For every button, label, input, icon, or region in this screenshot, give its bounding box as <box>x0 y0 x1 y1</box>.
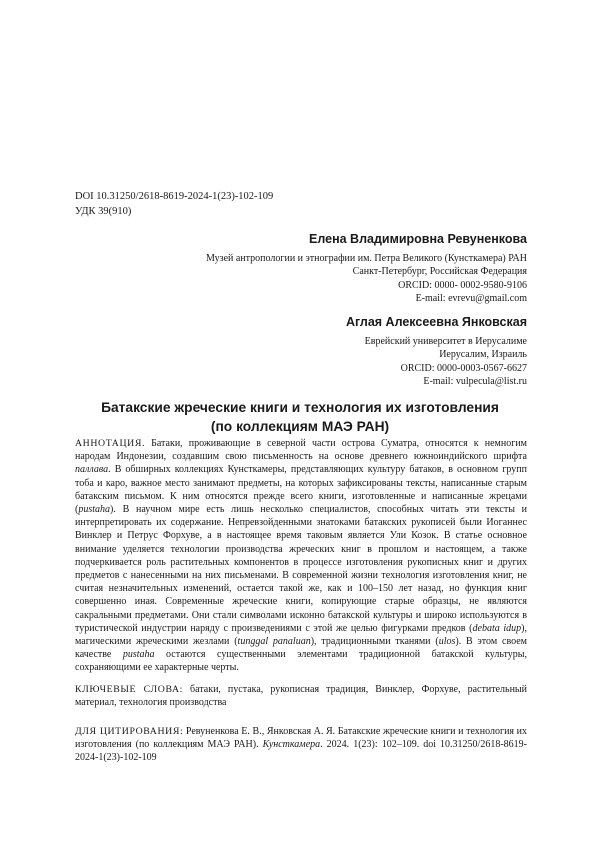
email: E-mail: vulpecula@list.ru <box>423 375 527 387</box>
author-block-2 <box>346 315 527 388</box>
abstract-text: ). В научном мире есть лишь несколько специалистов, способных читать эти тексты и интерпретировать их содержание. Непревзойденными знатоками батакских рукописей были Иоганнес Винклер и Петрус Форхуве, а в настоящее время таковым является Ули Козок. В статье основное внимание уделяется технологии производства жреческих книг в прошлом и настоящем, а также подчеркивается роль растительных компонентов в процессе изготовления рукописных книг и других предметов с нанесенными на них письменами. В современной жизни технология изготовления книг, не считая незначительных изменений, остается такой же, как и 100–150 лет назад, но функция книг совершенно иная. Современные жреческие книги, копирующие старые образцы, не являются сакральными предметами. Они стали символами исконно батакской культуры и широко используются в туристической индустрии наряду с произведениями с этой же целью фигурками предков ( <box>75 504 527 634</box>
abstract-text: ), традиционными тканями ( <box>310 636 439 648</box>
abstract-text: Батаки, проживающие в северной части острова Суматра, относятся к немногим народам Индонезии, создавшим свою письменность на основе древнего южноиндийского шрифта <box>75 438 527 463</box>
citation <box>75 725 527 765</box>
keywords-text: батаки, пустака, рукописная традиция, Винклер, Форхуве, растительный материал, технология производства <box>75 684 527 709</box>
citation-text: . 2024. 1(23): 102–109. doi 10.31250/2618-8619-2024-1(23)-102-109 <box>75 739 527 764</box>
author-name: Елена Владимировна Ревуненкова <box>309 232 527 246</box>
udc: УДК 39(910) <box>75 206 132 217</box>
abstract-term: паллава <box>75 464 109 476</box>
affiliation: Музей антропологии и этнографии им. Петра Великого (Кунсткамера) РАН <box>205 253 527 264</box>
affiliation: Еврейский университет в Иерусалиме <box>364 336 527 347</box>
abstract-text: остаются существенными элементами традиционной батакской культуры, сохраняющими ее характерные черты. <box>75 649 527 674</box>
article-meta <box>75 189 273 219</box>
orcid: ORCID: 0000- 0002-9580-9106 <box>398 279 527 291</box>
location: Иерусалим, Израиль <box>439 349 527 361</box>
abstract-text: . В обширных коллекциях Кунсткамеры, представляющих культуру батаков, в основном групп тоба и каро, важное место занимают предметы, на которых зафиксированы тексты, написанные старым батакским письмом. К ним относятся прежде всего книги, изготовленные и написанные жрецами ( <box>75 464 527 516</box>
abstract-term: pustaha <box>78 504 111 516</box>
abstract-text: ). В этом своем качестве <box>75 636 527 661</box>
abstract-term: ulos <box>438 636 456 648</box>
keywords <box>75 683 527 709</box>
title-line: (по коллекциям МАЭ РАН) <box>210 419 390 434</box>
abstract-term: debata idup <box>472 622 522 634</box>
citation-text: Ревуненкова Е. В., Янковская А. Я. Батакские жреческие книги и технология их изготовления (по коллекциям МАЭ РАН). <box>75 726 528 751</box>
abstract-label: АННОТАЦИЯ. <box>75 438 146 449</box>
abstract-text: ), магическими жреческими жезлами ( <box>75 622 527 648</box>
article-title <box>60 398 540 436</box>
email: E-mail: evrevu@gmail.com <box>415 292 527 304</box>
orcid: ORCID: 0000-0003-0567-6627 <box>400 362 527 374</box>
author-block-1 <box>206 232 527 305</box>
citation-journal: Кунсткамера <box>262 739 321 751</box>
doi: DOI 10.31250/2618-8619-2024-1(23)-102-109 <box>75 191 274 202</box>
abstract-term: tunggal panaluan <box>237 636 311 648</box>
location: Санкт-Петербург, Российская Федерация <box>352 266 527 278</box>
abstract-term: pustaha <box>122 649 155 661</box>
author-name: Аглая Алексеевна Янковская <box>345 315 527 329</box>
citation-label: ДЛЯ ЦИТИРОВАНИЯ: <box>75 726 184 737</box>
title-line: Батакские жреческие книги и технология их изготовления <box>101 400 499 415</box>
abstract <box>75 437 527 675</box>
keywords-label: КЛЮЧЕВЫЕ СЛОВА: <box>75 684 183 695</box>
